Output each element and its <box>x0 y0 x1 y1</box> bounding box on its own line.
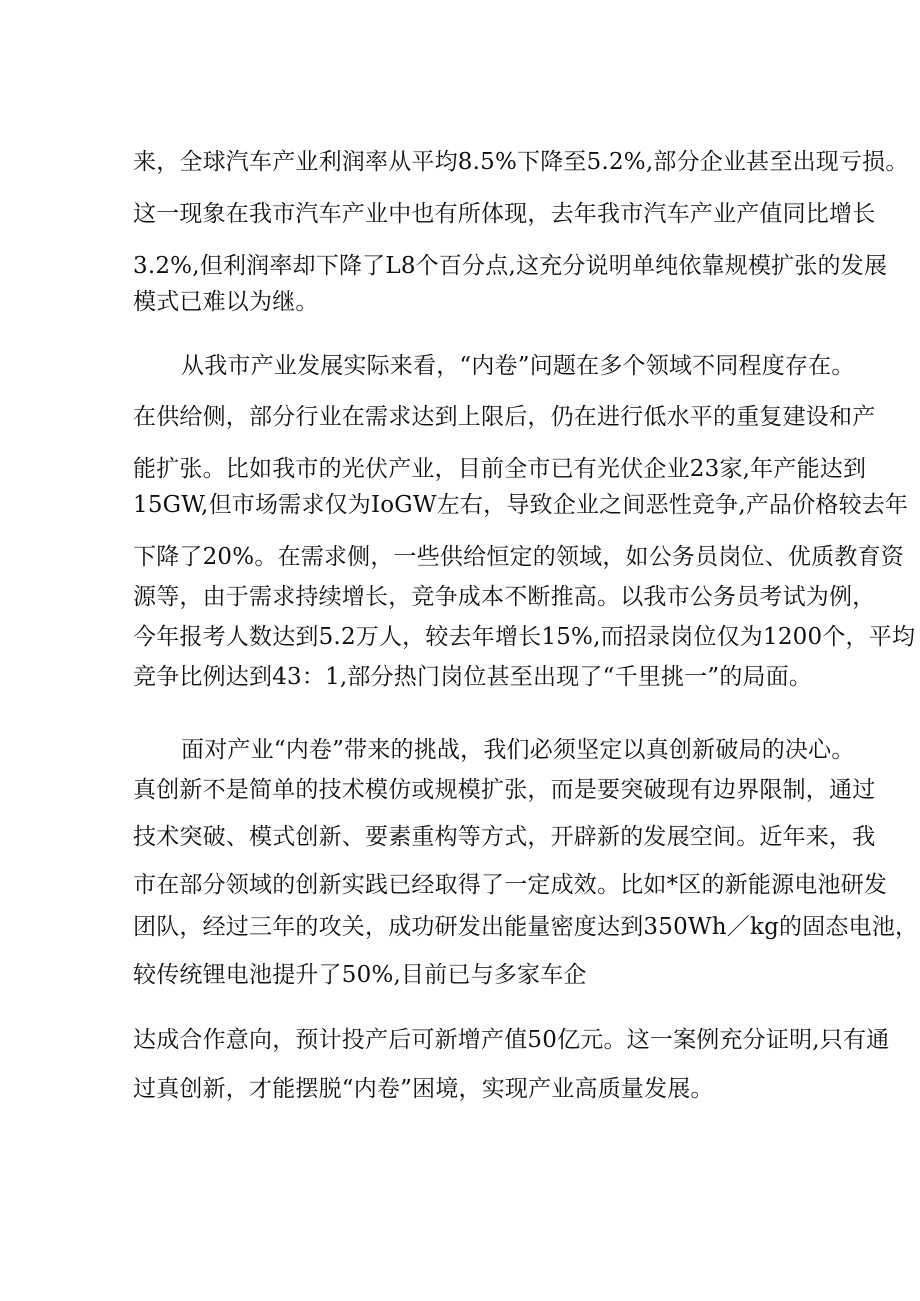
paragraph-3-line-2: 真创新不是简单的技术模仿或规模扩张，而是要突破现有边界限制，通过 <box>133 777 876 803</box>
paragraph-2-line-7: 今年报考人数达到5.2万人，较去年增长15%,而招录岗位仅为1200个，平均 <box>133 624 916 650</box>
paragraph-2-line-5: 下降了20%。在需求侧，一些供给恒定的领域，如公务员岗位、优质教育资 <box>133 544 904 570</box>
paragraph-3-line-1: 面对产业“内卷”带来的挑战，我们必须坚定以真创新破局的决心。 <box>181 737 855 763</box>
paragraph-4-line-2: 过真创新，才能摆脱“内卷”困境，实现产业高质量发展。 <box>133 1076 714 1102</box>
paragraph-1-line-1: 来，全球汽车产业利润率从平均8.5%下降至5.2%,部分企业甚至出现亏损。 <box>133 149 909 175</box>
paragraph-1-line-2: 这一现象在我市汽车产业中也有所体现，去年我市汽车产业产值同比增长 <box>133 201 876 227</box>
paragraph-2-line-2: 在供给侧，部分行业在需求达到上限后，仍在进行低水平的重复建设和产 <box>133 404 876 430</box>
paragraph-3-line-5: 团队，经过三年的攻关，成功研发出能量密度达到350Wh／kg的固态电池， <box>133 914 919 940</box>
paragraph-2-line-4: 15GW,但市场需求仅为IoGW左右，导致企业之间恶性竞争,产品价格较去年 <box>133 492 909 518</box>
paragraph-4-line-1: 达成合作意向，预计投产后可新增产值50亿元。这一案例充分证明,只有通 <box>133 1027 890 1053</box>
paragraph-2-line-6: 源等，由于需求持续增长，竞争成本不断推高。以我市公务员考试为例， <box>133 584 876 610</box>
paragraph-1-line-3: 3.2%,但利润率却下降了L8个百分点,这充分说明单纯依靠规模扩张的发展 <box>133 253 888 279</box>
paragraph-2-line-3: 能扩张。比如我市的光伏产业，目前全市已有光伏企业23家,年产能达到 <box>133 456 867 482</box>
paragraph-3-line-3: 技术突破、模式创新、要素重构等方式，开辟新的发展空间。近年来，我 <box>133 824 876 850</box>
paragraph-3-line-4: 市在部分领域的创新实践已经取得了一定成效。比如*区的新能源电池研发 <box>133 872 888 898</box>
paragraph-1-line-4: 模式已难以为继。 <box>133 289 319 315</box>
paragraph-3-line-6: 较传统锂电池提升了50%,目前已与多家车企 <box>133 962 587 988</box>
paragraph-2-line-8: 竞争比例达到43：1,部分热门岗位甚至出现了“千里挑一”的局面。 <box>133 664 813 690</box>
paragraph-2-line-1: 从我市产业发展实际来看，“内卷”问题在多个领域不同程度存在。 <box>181 353 855 379</box>
